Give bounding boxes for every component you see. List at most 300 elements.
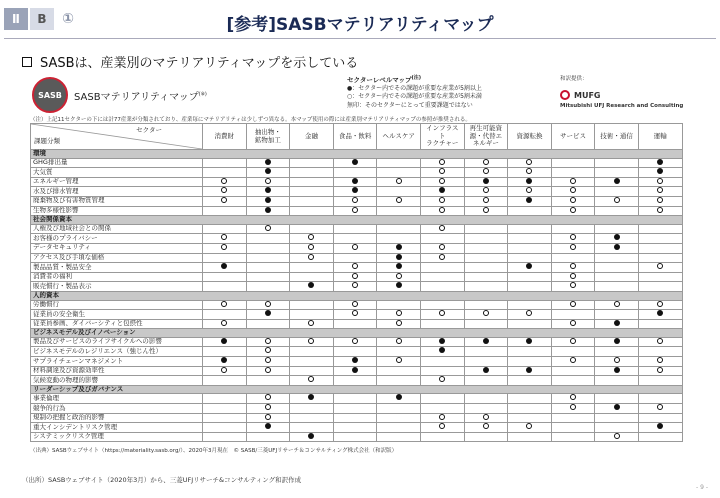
open-circle-icon: [483, 168, 489, 174]
materiality-cell: [420, 168, 464, 178]
materiality-cell: [464, 243, 508, 253]
materiality-cell: [290, 243, 334, 253]
materiality-cell: [551, 423, 595, 433]
materiality-cell: [508, 319, 552, 329]
filled-circle-icon: [614, 178, 620, 184]
open-circle-icon: [308, 376, 314, 382]
materiality-cell: [420, 366, 464, 376]
filled-circle-icon: [614, 367, 620, 373]
materiality-cell: [464, 432, 508, 442]
issue-label: 規制の把握と政治的影響: [31, 413, 203, 423]
materiality-cell: [508, 376, 552, 386]
legend-title-sup: (注): [411, 75, 422, 81]
open-circle-icon: [439, 178, 445, 184]
materiality-cell: [551, 347, 595, 357]
materiality-cell: [464, 196, 508, 206]
open-circle-icon: [221, 178, 227, 184]
materiality-cell: [508, 234, 552, 244]
open-circle-icon: [614, 357, 620, 363]
materiality-cell: [333, 234, 377, 244]
open-circle-icon: [570, 263, 576, 269]
materiality-cell: [508, 300, 552, 310]
materiality-cell: [638, 432, 682, 442]
materiality-cell: [551, 337, 595, 347]
materiality-cell: [464, 366, 508, 376]
table-row: [31, 243, 683, 253]
open-circle-icon: [352, 244, 358, 250]
open-circle-icon: [483, 414, 489, 420]
materiality-cell: [551, 394, 595, 404]
materiality-cell: [420, 319, 464, 329]
materiality-cell: [290, 394, 334, 404]
issue-label: 材料調達及び資源効率性: [31, 366, 203, 376]
open-circle-icon: [396, 310, 402, 316]
materiality-cell: [290, 282, 334, 292]
materiality-cell: [377, 413, 421, 423]
open-circle-icon: [265, 301, 271, 307]
table-row: [31, 423, 683, 433]
materiality-cell: [333, 177, 377, 187]
materiality-cell: [464, 282, 508, 292]
page-source: （出所）SASBウェブサイト（2020年3月）から、三菱UFJリサーチ&コンサルティング和訳作成: [22, 476, 302, 484]
materiality-cell: [551, 263, 595, 273]
materiality-cell: [420, 243, 464, 253]
open-circle-icon: [352, 197, 358, 203]
materiality-cell: [203, 413, 247, 423]
materiality-cell: [246, 432, 290, 442]
open-circle-icon: [308, 244, 314, 250]
sasb-logo-block: [32, 77, 207, 113]
legend: [347, 74, 482, 110]
materiality-cell: [551, 282, 595, 292]
materiality-cell: [595, 206, 639, 216]
materiality-cell: [420, 177, 464, 187]
open-circle-icon: [265, 338, 271, 344]
materiality-cell: [638, 234, 682, 244]
materiality-cell: [203, 357, 247, 367]
materiality-cell: [638, 243, 682, 253]
open-circle-icon: [614, 433, 620, 439]
open-circle-icon: [221, 320, 227, 326]
materiality-cell: [551, 234, 595, 244]
open-circle-icon: [221, 244, 227, 250]
filled-circle-icon: [308, 282, 314, 288]
open-circle-icon: [439, 207, 445, 213]
materiality-cell: [290, 413, 334, 423]
open-circle-icon: [526, 423, 532, 429]
filled-circle-icon: [308, 433, 314, 439]
materiality-cell: [420, 300, 464, 310]
materiality-cell: [595, 177, 639, 187]
materiality-cell: [377, 234, 421, 244]
open-circle-icon: [657, 404, 663, 410]
open-circle-icon: [483, 159, 489, 165]
open-circle-icon: [396, 320, 402, 326]
filled-circle-icon: [657, 159, 663, 165]
materiality-cell: [464, 224, 508, 234]
materiality-cell: [377, 423, 421, 433]
materiality-cell: [464, 272, 508, 282]
open-circle-icon: [352, 338, 358, 344]
table-row: [31, 234, 683, 244]
materiality-cell: [595, 432, 639, 442]
materiality-cell: [551, 366, 595, 376]
tab-section-b[interactable]: B: [30, 8, 54, 30]
materiality-cell: [595, 404, 639, 414]
open-circle-icon: [439, 225, 445, 231]
mufg-name: MUFG: [574, 90, 601, 100]
table-row: [31, 224, 683, 234]
category-label: 人的資本: [31, 291, 683, 300]
materiality-cell: [290, 366, 334, 376]
materiality-cell: [333, 168, 377, 178]
materiality-cell: [246, 168, 290, 178]
issue-label: 販売慣行・製品表示: [31, 282, 203, 292]
materiality-cell: [595, 376, 639, 386]
materiality-cell: [464, 319, 508, 329]
materiality-cell: [290, 206, 334, 216]
materiality-cell: [203, 366, 247, 376]
materiality-cell: [551, 243, 595, 253]
materiality-cell: [420, 376, 464, 386]
materiality-cell: [420, 423, 464, 433]
filled-circle-icon: [265, 423, 271, 429]
materiality-cell: [203, 253, 247, 263]
materiality-cell: [246, 187, 290, 197]
materiality-cell: [595, 272, 639, 282]
filled-circle-icon: [265, 197, 271, 203]
open-circle-icon: [265, 367, 271, 373]
legend-title: [347, 74, 482, 85]
column-header: 運輸: [638, 124, 682, 150]
materiality-cell: [246, 366, 290, 376]
materiality-cell: [595, 234, 639, 244]
open-circle-icon: [657, 197, 663, 203]
bullet-square-icon: [22, 57, 32, 67]
materiality-cell: [290, 404, 334, 414]
materiality-cell: [333, 376, 377, 386]
open-circle-icon: [570, 282, 576, 288]
materiality-cell: [595, 263, 639, 273]
materiality-cell: [551, 357, 595, 367]
materiality-cell: [333, 263, 377, 273]
materiality-cell: [333, 319, 377, 329]
open-circle-icon: [352, 207, 358, 213]
materiality-cell: [377, 337, 421, 347]
table-row: [31, 158, 683, 168]
materiality-cell: [551, 310, 595, 320]
open-circle-icon: [483, 197, 489, 203]
table-row: [31, 263, 683, 273]
materiality-cell: [246, 263, 290, 273]
issue-label: お客様のプライバシー: [31, 234, 203, 244]
materiality-cell: [377, 394, 421, 404]
open-circle-icon: [570, 301, 576, 307]
materiality-cell: [246, 347, 290, 357]
materiality-cell: [203, 394, 247, 404]
materiality-cell: [420, 196, 464, 206]
category-label: リーダーシップ及びガバナンス: [31, 385, 683, 394]
filled-circle-icon: [265, 207, 271, 213]
page-number: - 9 -: [696, 484, 708, 491]
filled-circle-icon: [657, 423, 663, 429]
open-circle-icon: [657, 178, 663, 184]
table-row: [31, 272, 683, 282]
materiality-cell: [638, 337, 682, 347]
materiality-cell: [638, 376, 682, 386]
materiality-cell: [420, 432, 464, 442]
materiality-cell: [246, 394, 290, 404]
tab-section-1[interactable]: ①: [62, 11, 74, 27]
materiality-cell: [246, 404, 290, 414]
materiality-cell: [638, 300, 682, 310]
materiality-cell: [333, 423, 377, 433]
materiality-cell: [377, 319, 421, 329]
materiality-cell: [595, 158, 639, 168]
materiality-cell: [290, 196, 334, 206]
materiality-cell: [203, 282, 247, 292]
materiality-cell: [333, 243, 377, 253]
open-circle-icon: [396, 357, 402, 363]
materiality-cell: [203, 337, 247, 347]
heading-text: SASBは、産業別のマテリアリティマップを示している: [40, 56, 359, 71]
materiality-cell: [290, 310, 334, 320]
category-row: [31, 329, 683, 338]
table-note: （注）上記11セクターの下には計77産業が分類されており、産業毎にマテリアリティは少しずつ異なる。本マップ使用の際には産業別マテリアリティマップの参照が推奨される。: [30, 117, 471, 123]
materiality-cell: [290, 300, 334, 310]
materiality-cell: [638, 196, 682, 206]
materiality-cell: [464, 168, 508, 178]
materiality-cell: [508, 272, 552, 282]
column-header: サービス: [551, 124, 595, 150]
materiality-cell: [420, 282, 464, 292]
materiality-cell: [638, 253, 682, 263]
open-circle-icon: [221, 234, 227, 240]
open-circle-icon: [308, 254, 314, 260]
materiality-cell: [464, 187, 508, 197]
table-row: [31, 177, 683, 187]
materiality-cell: [420, 357, 464, 367]
materiality-cell: [551, 253, 595, 263]
issue-label: 重大インシデントリスク管理: [31, 423, 203, 433]
materiality-cell: [246, 234, 290, 244]
open-circle-icon: [657, 338, 663, 344]
issue-label: エネルギー管理: [31, 177, 203, 187]
materiality-cell: [377, 282, 421, 292]
open-circle-icon: [526, 187, 532, 193]
open-circle-icon: [396, 338, 402, 344]
open-circle-icon: [570, 178, 576, 184]
open-circle-icon: [265, 357, 271, 363]
materiality-cell: [246, 357, 290, 367]
materiality-cell: [246, 272, 290, 282]
materiality-cell: [333, 366, 377, 376]
open-circle-icon: [439, 168, 445, 174]
filled-circle-icon: [657, 310, 663, 316]
materiality-cell: [290, 234, 334, 244]
open-circle-icon: [657, 187, 663, 193]
materiality-cell: [246, 253, 290, 263]
materiality-cell: [595, 243, 639, 253]
materiality-cell: [508, 357, 552, 367]
open-circle-icon: [570, 234, 576, 240]
materiality-cell: [246, 300, 290, 310]
materiality-cell: [508, 413, 552, 423]
table-row: [31, 394, 683, 404]
materiality-cell: [246, 337, 290, 347]
materiality-cell: [508, 282, 552, 292]
materiality-cell: [333, 253, 377, 263]
materiality-cell: [464, 404, 508, 414]
materiality-cell: [551, 206, 595, 216]
materiality-cell: [595, 196, 639, 206]
category-row: [31, 385, 683, 394]
materiality-cell: [333, 224, 377, 234]
open-circle-icon: [352, 310, 358, 316]
materiality-cell: [333, 404, 377, 414]
column-header: インフラスト ラクチャー: [420, 124, 464, 150]
materiality-cell: [420, 394, 464, 404]
open-circle-icon: [439, 254, 445, 260]
issue-label: GHG排出量: [31, 158, 203, 168]
open-circle-icon: [265, 178, 271, 184]
materiality-cell: [508, 337, 552, 347]
column-header: 消費財: [203, 124, 247, 150]
tab-section-2[interactable]: Ⅱ: [4, 8, 28, 30]
filled-circle-icon: [396, 282, 402, 288]
materiality-cell: [377, 300, 421, 310]
materiality-cell: [420, 234, 464, 244]
materiality-cell: [377, 272, 421, 282]
materiality-cell: [464, 413, 508, 423]
open-circle-icon: [657, 301, 663, 307]
open-circle-icon: [265, 347, 271, 353]
materiality-cell: [290, 187, 334, 197]
category-row: [31, 216, 683, 225]
materiality-cell: [464, 300, 508, 310]
materiality-cell: [638, 177, 682, 187]
issue-label: 製品及びサービスのライフサイクルへの影響: [31, 337, 203, 347]
open-circle-icon: [570, 207, 576, 213]
table-row: [31, 413, 683, 423]
materiality-cell: [290, 253, 334, 263]
open-circle-icon: [570, 244, 576, 250]
materiality-cell: [333, 282, 377, 292]
materiality-cell: [203, 206, 247, 216]
filled-circle-icon: [439, 187, 445, 193]
issue-label: 大気質: [31, 168, 203, 178]
materiality-cell: [595, 224, 639, 234]
category-label: 社会関係資本: [31, 216, 683, 225]
materiality-cell: [551, 300, 595, 310]
filled-circle-icon: [396, 263, 402, 269]
materiality-cell: [333, 310, 377, 320]
open-circle-icon: [657, 207, 663, 213]
table-row: [31, 196, 683, 206]
filled-circle-icon: [396, 394, 402, 400]
materiality-cell: [333, 394, 377, 404]
issue-label: 事業倫理: [31, 394, 203, 404]
materiality-cell: [203, 423, 247, 433]
open-circle-icon: [352, 263, 358, 269]
category-row: [31, 291, 683, 300]
materiality-cell: [595, 187, 639, 197]
materiality-cell: [290, 319, 334, 329]
materiality-cell: [246, 413, 290, 423]
materiality-cell: [638, 357, 682, 367]
sasb-map-label: [74, 88, 207, 103]
materiality-cell: [377, 376, 421, 386]
table-row: [31, 206, 683, 216]
materiality-cell: [203, 243, 247, 253]
corner-issue-label: 課題分類: [34, 137, 60, 146]
issue-label: 人権及び地域社会との関係: [31, 224, 203, 234]
materiality-cell: [203, 300, 247, 310]
materiality-cell: [464, 253, 508, 263]
materiality-cell: [508, 347, 552, 357]
materiality-cell: [595, 347, 639, 357]
table-row: [31, 404, 683, 414]
materiality-cell: [595, 282, 639, 292]
filled-circle-icon: [352, 367, 358, 373]
materiality-cell: [290, 272, 334, 282]
materiality-cell: [551, 413, 595, 423]
legend-line-open: ○：セクター内でその課題が重要な産業が5割未満: [347, 93, 482, 101]
materiality-cell: [508, 404, 552, 414]
open-circle-icon: [483, 310, 489, 316]
open-circle-icon: [396, 178, 402, 184]
issue-label: 製品品質・製品安全: [31, 263, 203, 273]
materiality-cell: [638, 282, 682, 292]
materiality-cell: [333, 187, 377, 197]
filled-circle-icon: [352, 357, 358, 363]
materiality-cell: [508, 432, 552, 442]
materiality-cell: [595, 319, 639, 329]
open-circle-icon: [526, 159, 532, 165]
materiality-cell: [420, 337, 464, 347]
filled-circle-icon: [221, 263, 227, 269]
materiality-cell: [203, 234, 247, 244]
table-body: [31, 150, 683, 442]
materiality-cell: [290, 423, 334, 433]
open-circle-icon: [308, 234, 314, 240]
open-circle-icon: [439, 244, 445, 250]
materiality-cell: [420, 187, 464, 197]
materiality-cell: [377, 243, 421, 253]
materiality-cell: [420, 263, 464, 273]
materiality-cell: [595, 423, 639, 433]
materiality-cell: [595, 413, 639, 423]
materiality-cell: [203, 319, 247, 329]
issue-label: サプライチェーンマネジメント: [31, 357, 203, 367]
materiality-cell: [595, 168, 639, 178]
issue-label: システミックリスク管理: [31, 432, 203, 442]
materiality-cell: [333, 300, 377, 310]
open-circle-icon: [439, 197, 445, 203]
materiality-cell: [464, 310, 508, 320]
materiality-cell: [638, 423, 682, 433]
materiality-cell: [203, 224, 247, 234]
filled-circle-icon: [614, 404, 620, 410]
materiality-cell: [508, 158, 552, 168]
issue-label: 労働慣行: [31, 300, 203, 310]
open-circle-icon: [570, 404, 576, 410]
materiality-cell: [595, 357, 639, 367]
materiality-cell: [420, 272, 464, 282]
table-row: [31, 357, 683, 367]
materiality-cell: [551, 196, 595, 206]
materiality-cell: [551, 158, 595, 168]
